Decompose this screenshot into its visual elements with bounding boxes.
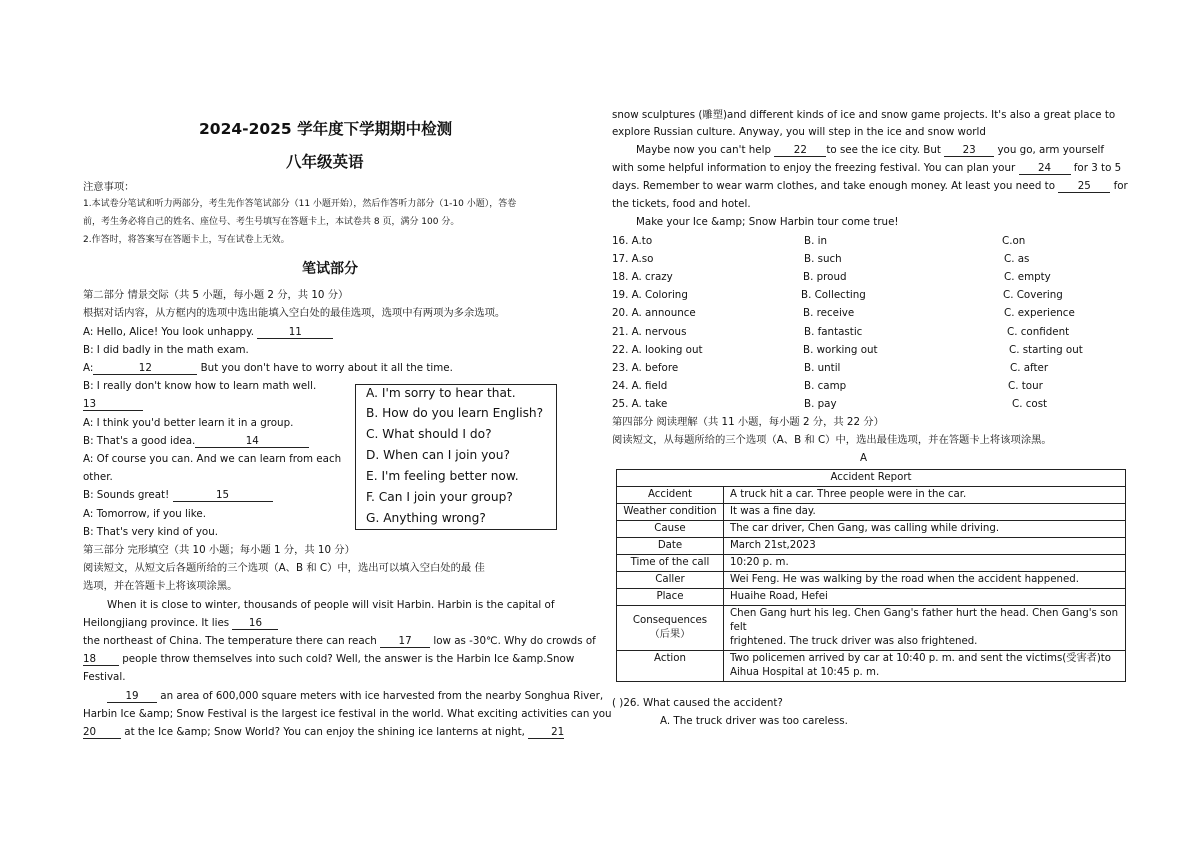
choice-20-b[interactable]: B. receive [803, 307, 855, 319]
table-header-row [617, 470, 1126, 487]
passage-line [612, 179, 1128, 193]
row-key: Time of the call [617, 555, 724, 572]
passage-text: to see the ice city. But [826, 144, 941, 156]
dialogue-line [83, 361, 453, 375]
blank-20[interactable]: 20 [83, 726, 121, 739]
row-value: It was a fine day. [724, 504, 1126, 521]
passage-text: for [1113, 180, 1128, 192]
blank-11[interactable]: 11 [257, 326, 333, 339]
passage-line: Festival. [83, 671, 126, 683]
dialogue-line: B: I really don't know how to learn math well. [83, 380, 317, 392]
dialogue-line: other. [83, 471, 113, 483]
passage-line: When it is close to winter, thousands of people will visit Harbin. Harbin is the capital of [107, 599, 555, 611]
option-d: D. When can I join you? [366, 448, 510, 462]
row-value: The car driver, Chen Gang, was calling while driving. [724, 521, 1126, 538]
choice-24-b[interactable]: B. camp [804, 380, 847, 392]
passage-line [636, 143, 1104, 157]
row-value-line: Chen Gang hurt his leg. Chen Gang's father hurt the head. Chen Gang's son felt [730, 608, 1119, 633]
passage-line [107, 689, 603, 703]
table-row [617, 538, 1126, 555]
row-value-line: Two policemen arrived by car at 10:40 p. m. and sent the victims(受害者)to [730, 653, 1112, 664]
passage-text: Maybe now you can't help [636, 144, 772, 156]
choice-18-c[interactable]: C. empty [1004, 271, 1051, 283]
part3-instruction-a: 阅读短文，从短文后各题所给的三个选项（A、B 和 C）中，选出可以填入空白处的最 佳 [83, 562, 485, 574]
row-key: Cause [617, 521, 724, 538]
dialogue-line [83, 325, 333, 339]
choice-18-a[interactable]: 18. A. crazy [612, 271, 673, 283]
passage-line [83, 725, 564, 739]
passage-line: Harbin Ice &amp; Snow Festival is the largest ice festival in the world. What exciting activities can you [83, 708, 612, 720]
blank-22[interactable]: 22 [774, 144, 826, 157]
table-row [617, 521, 1126, 538]
passage-line: explore Russian culture. Anyway, you will step in the ice and snow world [612, 126, 986, 138]
choice-16-c[interactable]: C.on [1002, 235, 1026, 247]
choice-21-c[interactable]: C. confident [1007, 326, 1070, 338]
option-e: E. I'm feeling better now. [366, 469, 519, 483]
choice-23-b[interactable]: B. until [804, 362, 841, 374]
notice-heading: 注意事项： [83, 181, 135, 193]
exam-title: 2024-2025 学年度下学期期中检测 [199, 120, 453, 138]
dialogue-line: B: I did badly in the math exam. [83, 344, 249, 356]
blank-16[interactable]: 16 [232, 617, 278, 630]
passage-text: you go, arm yourself [997, 144, 1105, 156]
part2-heading: 第二部分 情景交际（共 5 小题，每小题 2 分，共 10 分） [83, 289, 349, 301]
row-value: A truck hit a car. Three people were in the car. [724, 487, 1126, 504]
choice-21-a[interactable]: 21. A. nervous [612, 326, 687, 338]
row-value [724, 651, 1126, 682]
row-value [724, 606, 1126, 651]
choice-18-b[interactable]: B. proud [803, 271, 847, 283]
passage-text: the northeast of China. The temperature there can reach [83, 635, 377, 647]
row-key: Weather condition [617, 504, 724, 521]
row-value: Wei Feng. He was walking by the road when the accident happened. [724, 572, 1126, 589]
row-key-line: （后果） [649, 629, 691, 640]
dialogue-line: A: Of course you can. And we can learn from each [83, 453, 342, 465]
part3-heading: 第三部分 完形填空（共 10 小题；每小题 1 分，共 10 分） [83, 544, 355, 556]
choice-17-a[interactable]: 17. A.so [612, 253, 654, 265]
dialogue-line: A: I think you'd better learn it in a group. [83, 417, 294, 429]
choice-20-a[interactable]: 20. A. announce [612, 307, 696, 319]
dialogue-line [83, 434, 309, 448]
blank-14[interactable]: 14 [195, 435, 309, 448]
table-row [617, 651, 1126, 682]
blank-15[interactable]: 15 [173, 489, 273, 502]
dialogue-text: A: Hello, Alice! You look unhappy. [83, 326, 254, 338]
dialogue-text: A: [83, 362, 94, 374]
exam-subtitle: 八年级英语 [286, 153, 364, 171]
passage-label: A [860, 452, 868, 464]
passage-text: people throw themselves into such cold? Well, the answer is the Harbin Ice &amp.Snow [119, 653, 575, 665]
dialogue-line: A: Tomorrow, if you like. [83, 508, 206, 520]
question-text: 26. What caused the accident? [623, 697, 783, 709]
passage-text: with some helpful information to enjoy the freezing festival. You can plan your [612, 162, 1016, 174]
table-row [617, 606, 1126, 651]
passage-line: Make your Ice &amp; Snow Harbin tour come true! [636, 216, 899, 228]
answer-paren[interactable]: ( ) [612, 697, 624, 709]
choice-19-c[interactable]: C. Covering [1003, 289, 1063, 301]
choice-25-b[interactable]: B. pay [804, 398, 837, 410]
passage-line [612, 161, 1121, 175]
choice-19-b[interactable]: B. Collecting [801, 289, 866, 301]
dialogue-text: B: Sounds great! [83, 489, 170, 501]
choice-21-b[interactable]: B. fantastic [804, 326, 863, 338]
passage-line: the tickets, food and hotel. [612, 198, 751, 210]
row-value: Huaihe Road, Hefei [724, 589, 1126, 606]
options-box [355, 384, 557, 530]
choice-25-a[interactable]: 25. A. take [612, 398, 668, 410]
blank-18[interactable]: 18 [83, 653, 119, 666]
option-f: F. Can I join your group? [366, 490, 513, 504]
dialogue-line: B: That's very kind of you. [83, 526, 219, 538]
row-key-line: Consequences [632, 615, 708, 626]
accident-report-table [616, 469, 1126, 682]
choice-22-b[interactable]: B. working out [803, 344, 878, 356]
notice-item-2: 2.作答时，将答案写在答题卡上，写在试卷上无效。 [83, 235, 290, 245]
passage-line [83, 652, 574, 666]
option-c: C. What should I do? [366, 427, 492, 441]
table-row [617, 504, 1126, 521]
row-key: Accident [617, 487, 724, 504]
passage-text: for 3 to 5 [1073, 162, 1122, 174]
blank-23[interactable]: 23 [944, 144, 994, 157]
choice-20-c[interactable]: C. experience [1004, 307, 1075, 319]
passage-line [83, 634, 596, 648]
row-key [617, 606, 724, 651]
notice-item-1a: 1.本试卷分笔试和听力两部分，考生先作答笔试部分（11 小题开始），然后作答听力部分（1-10 小题），答卷 [83, 199, 517, 209]
passage-line: snow sculptures (雕塑)and different kinds of ice and snow game projects. It's also a great place to [612, 109, 1116, 121]
choice-24-c[interactable]: C. tour [1008, 380, 1043, 392]
table-row [617, 589, 1126, 606]
choice-22-a[interactable]: 22. A. looking out [612, 344, 703, 356]
blank-12[interactable]: 12 [93, 362, 197, 375]
choice-25-c[interactable]: C. cost [1012, 398, 1048, 410]
row-value: 10:20 p. m. [724, 555, 1126, 572]
table-title: Accident Report [617, 470, 1126, 487]
part4-instruction: 阅读短文，从每题所给的三个选项（A、B 和 C）中，选出最佳选项，并在答题卡上将该项涂黑。 [612, 434, 1052, 446]
option-g: G. Anything wrong? [366, 511, 486, 525]
choice-17-c[interactable]: C. as [1004, 253, 1030, 265]
part2-instruction: 根据对话内容，从方框内的选项中选出能填入空白处的最佳选项，选项中有两项为多余选项。 [83, 307, 506, 319]
written-heading: 笔试部分 [302, 261, 358, 277]
part3-instruction-b: 选项，并在答题卡上将该项涂黑。 [83, 580, 238, 592]
option-a: A. I'm sorry to hear that. [366, 386, 516, 400]
part4-heading: 第四部分 阅读理解（共 11 小题，每小题 2 分，共 22 分） [612, 416, 884, 428]
choice-19-a[interactable]: 19. A. Coloring [612, 289, 688, 301]
row-value-line: frightened. The truck driver was also frightened. [730, 636, 978, 647]
choice-17-b[interactable]: B. such [804, 253, 842, 265]
table-row [617, 555, 1126, 572]
dialogue-text: But you don't have to worry about it all the time. [197, 362, 453, 374]
dialogue-line [83, 397, 143, 411]
blank-21[interactable]: 21 [528, 726, 564, 739]
table-row [617, 487, 1126, 504]
blank-24[interactable]: 24 [1019, 162, 1071, 175]
choice-23-c[interactable]: C. after [1010, 362, 1049, 374]
passage-line [83, 616, 278, 630]
row-value: March 21st,2023 [724, 538, 1126, 555]
notice-item-1b: 前，考生务必将自己的姓名、座位号、考生号填写在答题卡上，本试卷共 8 页，满分 100 分。 [83, 217, 460, 227]
row-value-line: Aihua Hospital at 10:45 p. m. [730, 667, 880, 678]
passage-text: low as -30℃. Why do crowds of [430, 635, 596, 647]
passage-text: at the Ice &amp; Snow World? You can enjoy the shining ice lanterns at night, [121, 726, 525, 738]
choice-16-a[interactable]: 16. A.to [612, 235, 653, 247]
blank-13[interactable]: 13 [83, 398, 143, 411]
question-26 [612, 696, 783, 710]
choice-22-c[interactable]: C. starting out [1009, 344, 1083, 356]
row-key: Caller [617, 572, 724, 589]
table-row [617, 572, 1126, 589]
row-key: Date [617, 538, 724, 555]
blank-19[interactable]: 19 [107, 690, 157, 703]
row-key: Place [617, 589, 724, 606]
blank-17[interactable]: 17 [380, 635, 430, 648]
blank-25[interactable]: 25 [1058, 180, 1110, 193]
passage-text: days. Remember to wear warm clothes, and take enough money. At least you need to [612, 180, 1056, 192]
dialogue-text: B: That's a good idea. [83, 435, 196, 447]
row-key: Action [617, 651, 724, 682]
question-26-option-a[interactable]: A. The truck driver was too careless. [660, 715, 848, 727]
passage-text: Heilongjiang province. It lies [83, 617, 230, 629]
dialogue-line [83, 488, 273, 502]
option-b: B. How do you learn English? [366, 406, 544, 420]
choice-24-a[interactable]: 24. A. field [612, 380, 668, 392]
choice-16-b[interactable]: B. in [804, 235, 827, 247]
choice-23-a[interactable]: 23. A. before [612, 362, 679, 374]
passage-text: an area of 600,000 square meters with ice harvested from the nearby Songhua River, [157, 690, 604, 702]
